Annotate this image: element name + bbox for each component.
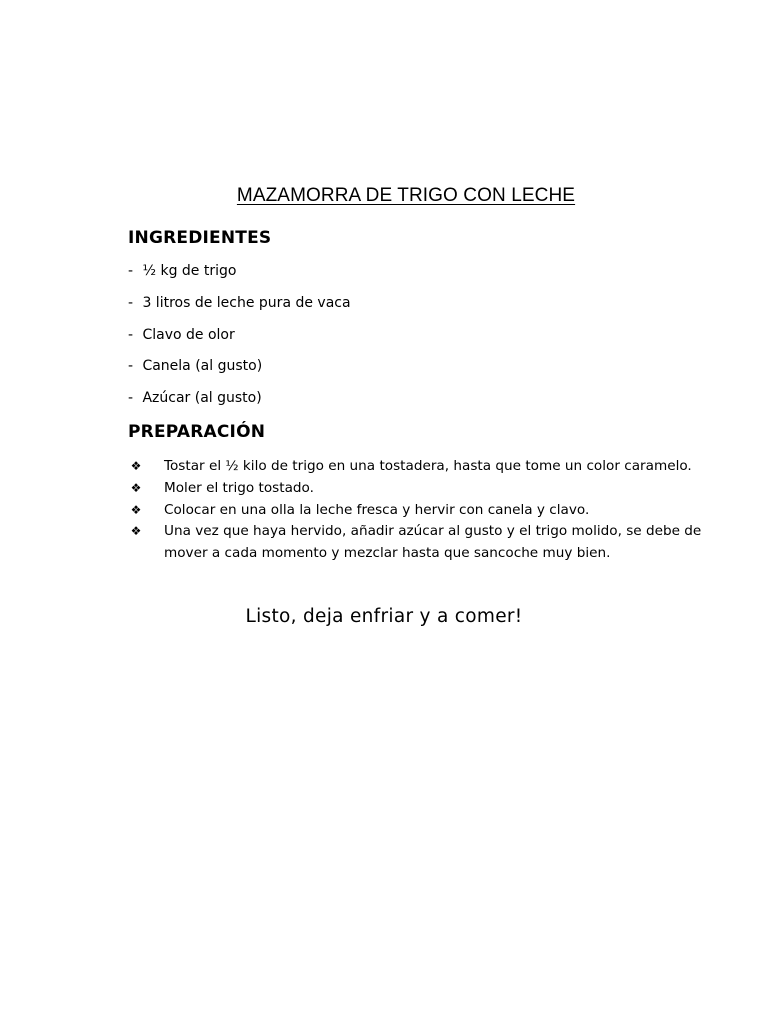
ingredient-item (128, 389, 351, 421)
ingredient-item (128, 294, 351, 326)
ingredient-text: Azúcar (al gusto) (142, 390, 262, 407)
recipe-title: MAZAMORRA DE TRIGO CON LECHE (236, 185, 576, 206)
step-item (128, 500, 728, 522)
ingredient-item (128, 262, 351, 294)
preparation-steps (128, 456, 728, 565)
ingredient-item (128, 326, 351, 358)
step-item (128, 521, 728, 565)
dash-marker: - (128, 358, 134, 375)
diamond-bullet-icon: ❖ (130, 459, 142, 473)
step-text: Colocar en una olla la leche fresca y hervir con canela y clavo. (164, 501, 590, 518)
ingredients-heading: INGREDIENTES (128, 228, 272, 248)
step-text: Una vez que haya hervido, añadir azúcar al gusto y el trigo molido, se debe de mover a cada momento y mezclar hasta que sancoche muy bien. (164, 523, 702, 562)
preparation-heading: PREPARACIÓN (128, 422, 266, 442)
diamond-bullet-icon: ❖ (130, 502, 142, 517)
ingredient-text: Canela (al gusto) (142, 358, 263, 375)
diamond-bullet-icon: ❖ (130, 524, 142, 539)
step-text: Tostar el ½ kilo de trigo en una tostadera, hasta que tome un color caramelo. (164, 458, 692, 474)
dash-marker: - (128, 294, 134, 311)
ingredient-list (128, 262, 351, 421)
ingredient-text: 3 litros de leche pura de vaca (142, 294, 351, 311)
dash-marker: - (128, 390, 134, 407)
step-item (128, 456, 728, 478)
step-item (128, 478, 728, 500)
ingredient-text: Clavo de olor (142, 326, 235, 343)
ingredient-text: ½ kg de trigo (142, 263, 237, 279)
dash-marker: - (128, 326, 134, 343)
ingredient-item (128, 357, 351, 389)
dash-marker: - (128, 263, 134, 279)
closing-line: Listo, deja enfriar y a comer! (245, 606, 523, 627)
diamond-bullet-icon: ❖ (130, 480, 142, 495)
step-text: Moler el trigo tostado. (164, 479, 314, 496)
